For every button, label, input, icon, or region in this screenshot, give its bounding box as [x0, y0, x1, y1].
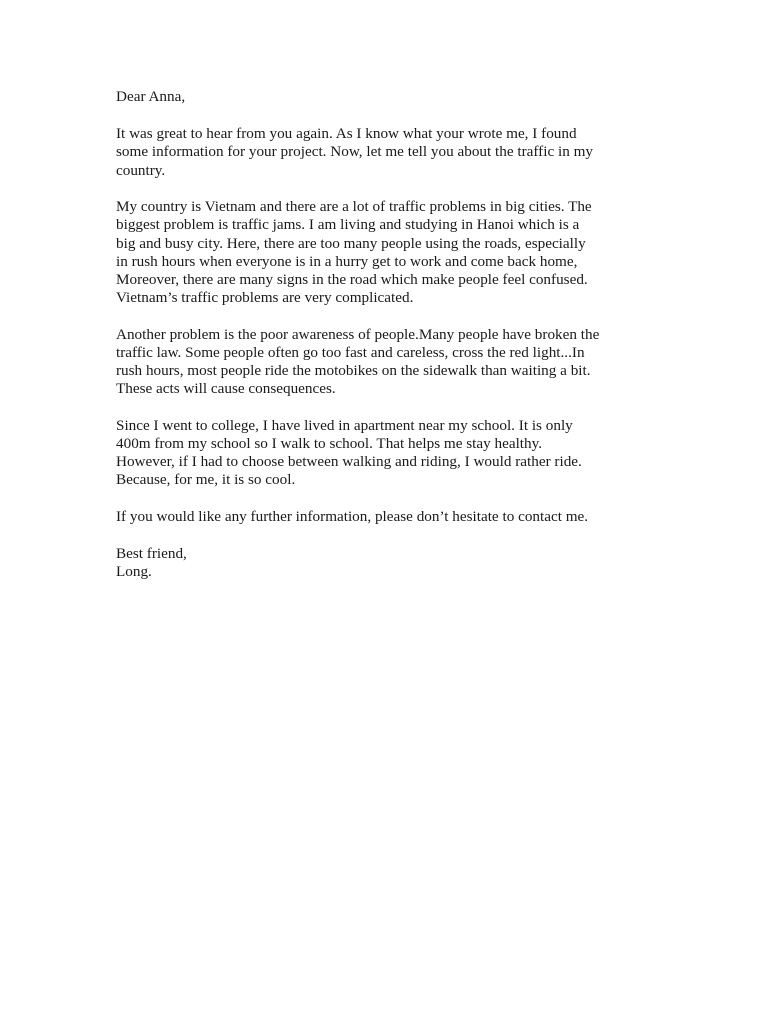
- signature-line: Long.: [116, 562, 152, 580]
- paragraph-line: in rush hours when everyone is in a hurry get to work and come back home,: [116, 252, 578, 270]
- paragraph-line: Another problem is the poor awareness of people.Many people have broken the: [116, 325, 600, 343]
- paragraph-line: My country is Vietnam and there are a lot of traffic problems in big cities. The: [116, 198, 592, 216]
- paragraph-line: big and busy city. Here, there are too many people using the roads, especially: [116, 234, 586, 252]
- paragraph-awareness: [116, 326, 676, 399]
- paragraph-line: Moreover, there are many signs in the road which make people feel confused.: [116, 270, 588, 288]
- paragraph-line: rush hours, most people ride the motobikes on the sidewalk than waiting a bit.: [116, 362, 591, 380]
- paragraph-line: These acts will cause consequences.: [116, 380, 336, 398]
- paragraph-line: country.: [116, 161, 166, 179]
- paragraph-line: biggest problem is traffic jams. I am living and studying in Hanoi which is a: [116, 216, 580, 234]
- paragraph-line: Vietnam’s traffic problems are very complicated.: [116, 289, 414, 307]
- letter-signoff: [116, 545, 676, 581]
- paragraph-line: However, if I had to choose between walking and riding, I would rather ride.: [116, 453, 582, 471]
- paragraph-traffic-problems: [116, 198, 676, 307]
- paragraph-line: Since I went to college, I have lived in apartment near my school. It is only: [116, 416, 573, 434]
- paragraph-line: Because, for me, it is so cool.: [116, 471, 296, 489]
- paragraph-intro: [116, 125, 676, 180]
- paragraph-line: some information for your project. Now, let me tell you about the traffic in my: [116, 143, 594, 161]
- paragraph-contact: [116, 508, 676, 526]
- letter-body: [116, 88, 676, 599]
- greeting-line: Dear Anna,: [116, 88, 186, 105]
- paragraph-line: traffic law. Some people often go too fast and careless, cross the red light...In: [116, 343, 585, 361]
- letter-greeting: [116, 88, 676, 106]
- paragraph-line: It was great to hear from you again. As I know what your wrote me, I found: [116, 125, 577, 143]
- closing-line: Best friend,: [116, 544, 187, 562]
- paragraph-personal: [116, 417, 676, 490]
- paragraph-line: If you would like any further information, please don’t hesitate to contact me.: [116, 507, 589, 525]
- paragraph-line: 400m from my school so I walk to school. That helps me stay healthy.: [116, 434, 543, 452]
